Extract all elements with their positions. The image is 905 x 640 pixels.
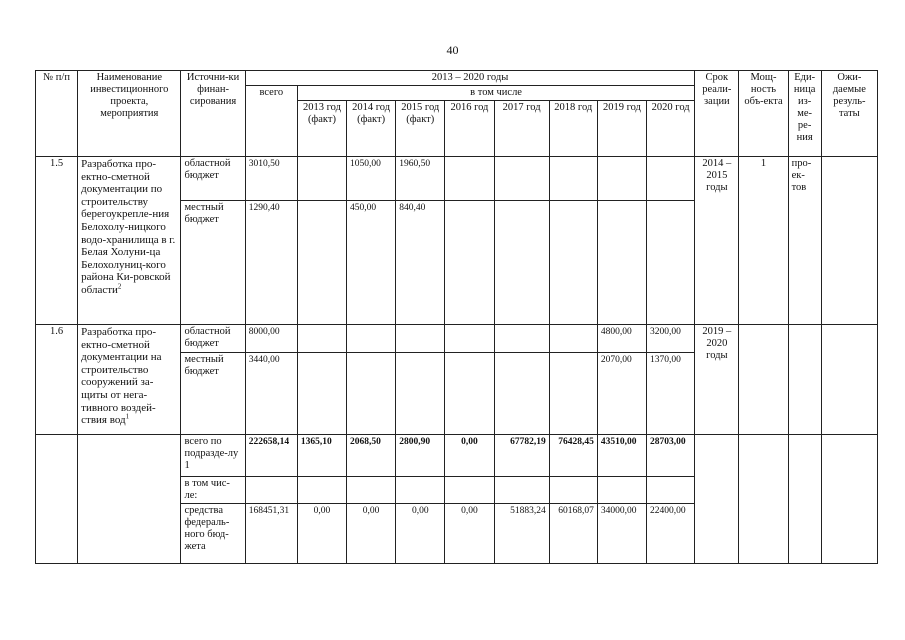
row-1-6-regional-2019: 4800,00 [597, 325, 646, 353]
header-year-2017: 2017 год [494, 101, 549, 157]
header-years-group: 2013 – 2020 годы [245, 71, 695, 86]
row-1-5-capacity: 1 [739, 157, 788, 325]
header-unit: Еди-ница из-ме-ре-ния [788, 71, 821, 157]
header-including: в том числе [297, 86, 694, 101]
federal-total: 168451,31 [245, 504, 297, 564]
row-1-5-number: 1.5 [36, 157, 78, 325]
subtotal-total: 222658,14 [245, 435, 297, 477]
header-year-2019: 2019 год [597, 101, 646, 157]
header-year-2020: 2020 год [647, 101, 695, 157]
federal-label: средства федераль-ного бюд-жета [181, 504, 245, 564]
row-1-6-regional-source: областной бюджет [181, 325, 245, 353]
federal-2014: 0,00 [347, 504, 396, 564]
header-capacity: Мощ-ность объ-екта [739, 71, 788, 157]
federal-2016: 0,00 [445, 504, 494, 564]
federal-2013: 0,00 [297, 504, 346, 564]
subtotal-2014: 2068,50 [347, 435, 396, 477]
row-1-6-local-total: 3440,00 [245, 353, 297, 435]
row-1-5-local-total: 1290,40 [245, 201, 297, 325]
investment-projects-table [35, 70, 878, 564]
header-results: Ожи-даемые резуль-таты [821, 71, 877, 157]
subtotal-label: всего по подразде-лу 1 [181, 435, 245, 477]
federal-2017: 51883,24 [494, 504, 549, 564]
header-year-2015: 2015 год (факт) [396, 101, 445, 157]
federal-2018: 60168,07 [549, 504, 597, 564]
row-1-6-number: 1.6 [36, 325, 78, 435]
row-1-6-regional-total: 8000,00 [245, 325, 297, 353]
row-1-6-local-2019: 2070,00 [597, 353, 646, 435]
header-year-2016: 2016 год [445, 101, 494, 157]
row-1-6-local-source: местный бюджет [181, 353, 245, 435]
header-project-name: Наименование инвестиционного проекта, мероприятия [78, 71, 181, 157]
header-term: Срок реали-зации [695, 71, 739, 157]
subtotal-2017: 67782,19 [494, 435, 549, 477]
subtotal-2019: 43510,00 [597, 435, 646, 477]
header-year-2018: 2018 год [549, 101, 597, 157]
including-label: в том чис-ле: [181, 477, 245, 504]
subtotal-2016: 0,00 [445, 435, 494, 477]
subtotal-2018: 76428,45 [549, 435, 597, 477]
row-1-5-term: 2014 – 2015 годы [695, 157, 739, 325]
header-year-2013: 2013 год (факт) [297, 101, 346, 157]
federal-2015: 0,00 [396, 504, 445, 564]
page-number: 40 [446, 43, 459, 57]
row-1-5-local-2014: 450,00 [347, 201, 396, 325]
header-number: № п/п [36, 71, 78, 157]
row-1-5-local-source: местный бюджет [181, 201, 245, 325]
row-1-5-regional-2015: 1960,50 [396, 157, 445, 201]
row-1-6-term: 2019 – 2020 годы [695, 325, 739, 435]
row-1-6-local-2020: 1370,00 [647, 353, 695, 435]
subtotal-2013: 1365,10 [297, 435, 346, 477]
row-1-5-local-2015: 840,40 [396, 201, 445, 325]
subtotal-2015: 2800,90 [396, 435, 445, 477]
row-1-5-regional-total: 3010,50 [245, 157, 297, 201]
row-1-5-regional-source: областной бюджет [181, 157, 245, 201]
federal-2019: 34000,00 [597, 504, 646, 564]
header-total: всего [245, 86, 297, 157]
row-1-6-regional-2020: 3200,00 [647, 325, 695, 353]
row-1-6-name: Разработка про-ектно-сметной документации на строительство сооружений за-щиты от нега-тивного воздей-ствия вод$^1$ [78, 325, 181, 435]
header-funding-source: Источни-ки финан-сирования [181, 71, 245, 157]
row-1-5-name: Разработка про-ектно-сметной документации по строительству берегоукрепле-ния Белохолу-ницкого водо-хранилища в г. Белая Холуни-ца Белохолуниц-кого района Ки-ровской области$^2$ [78, 157, 181, 325]
header-year-2014: 2014 год (факт) [347, 101, 396, 157]
row-1-5-regional-2014: 1050,00 [347, 157, 396, 201]
federal-2020: 22400,00 [647, 504, 695, 564]
subtotal-2020: 28703,00 [647, 435, 695, 477]
row-1-5-unit: про-ек-тов [788, 157, 821, 325]
